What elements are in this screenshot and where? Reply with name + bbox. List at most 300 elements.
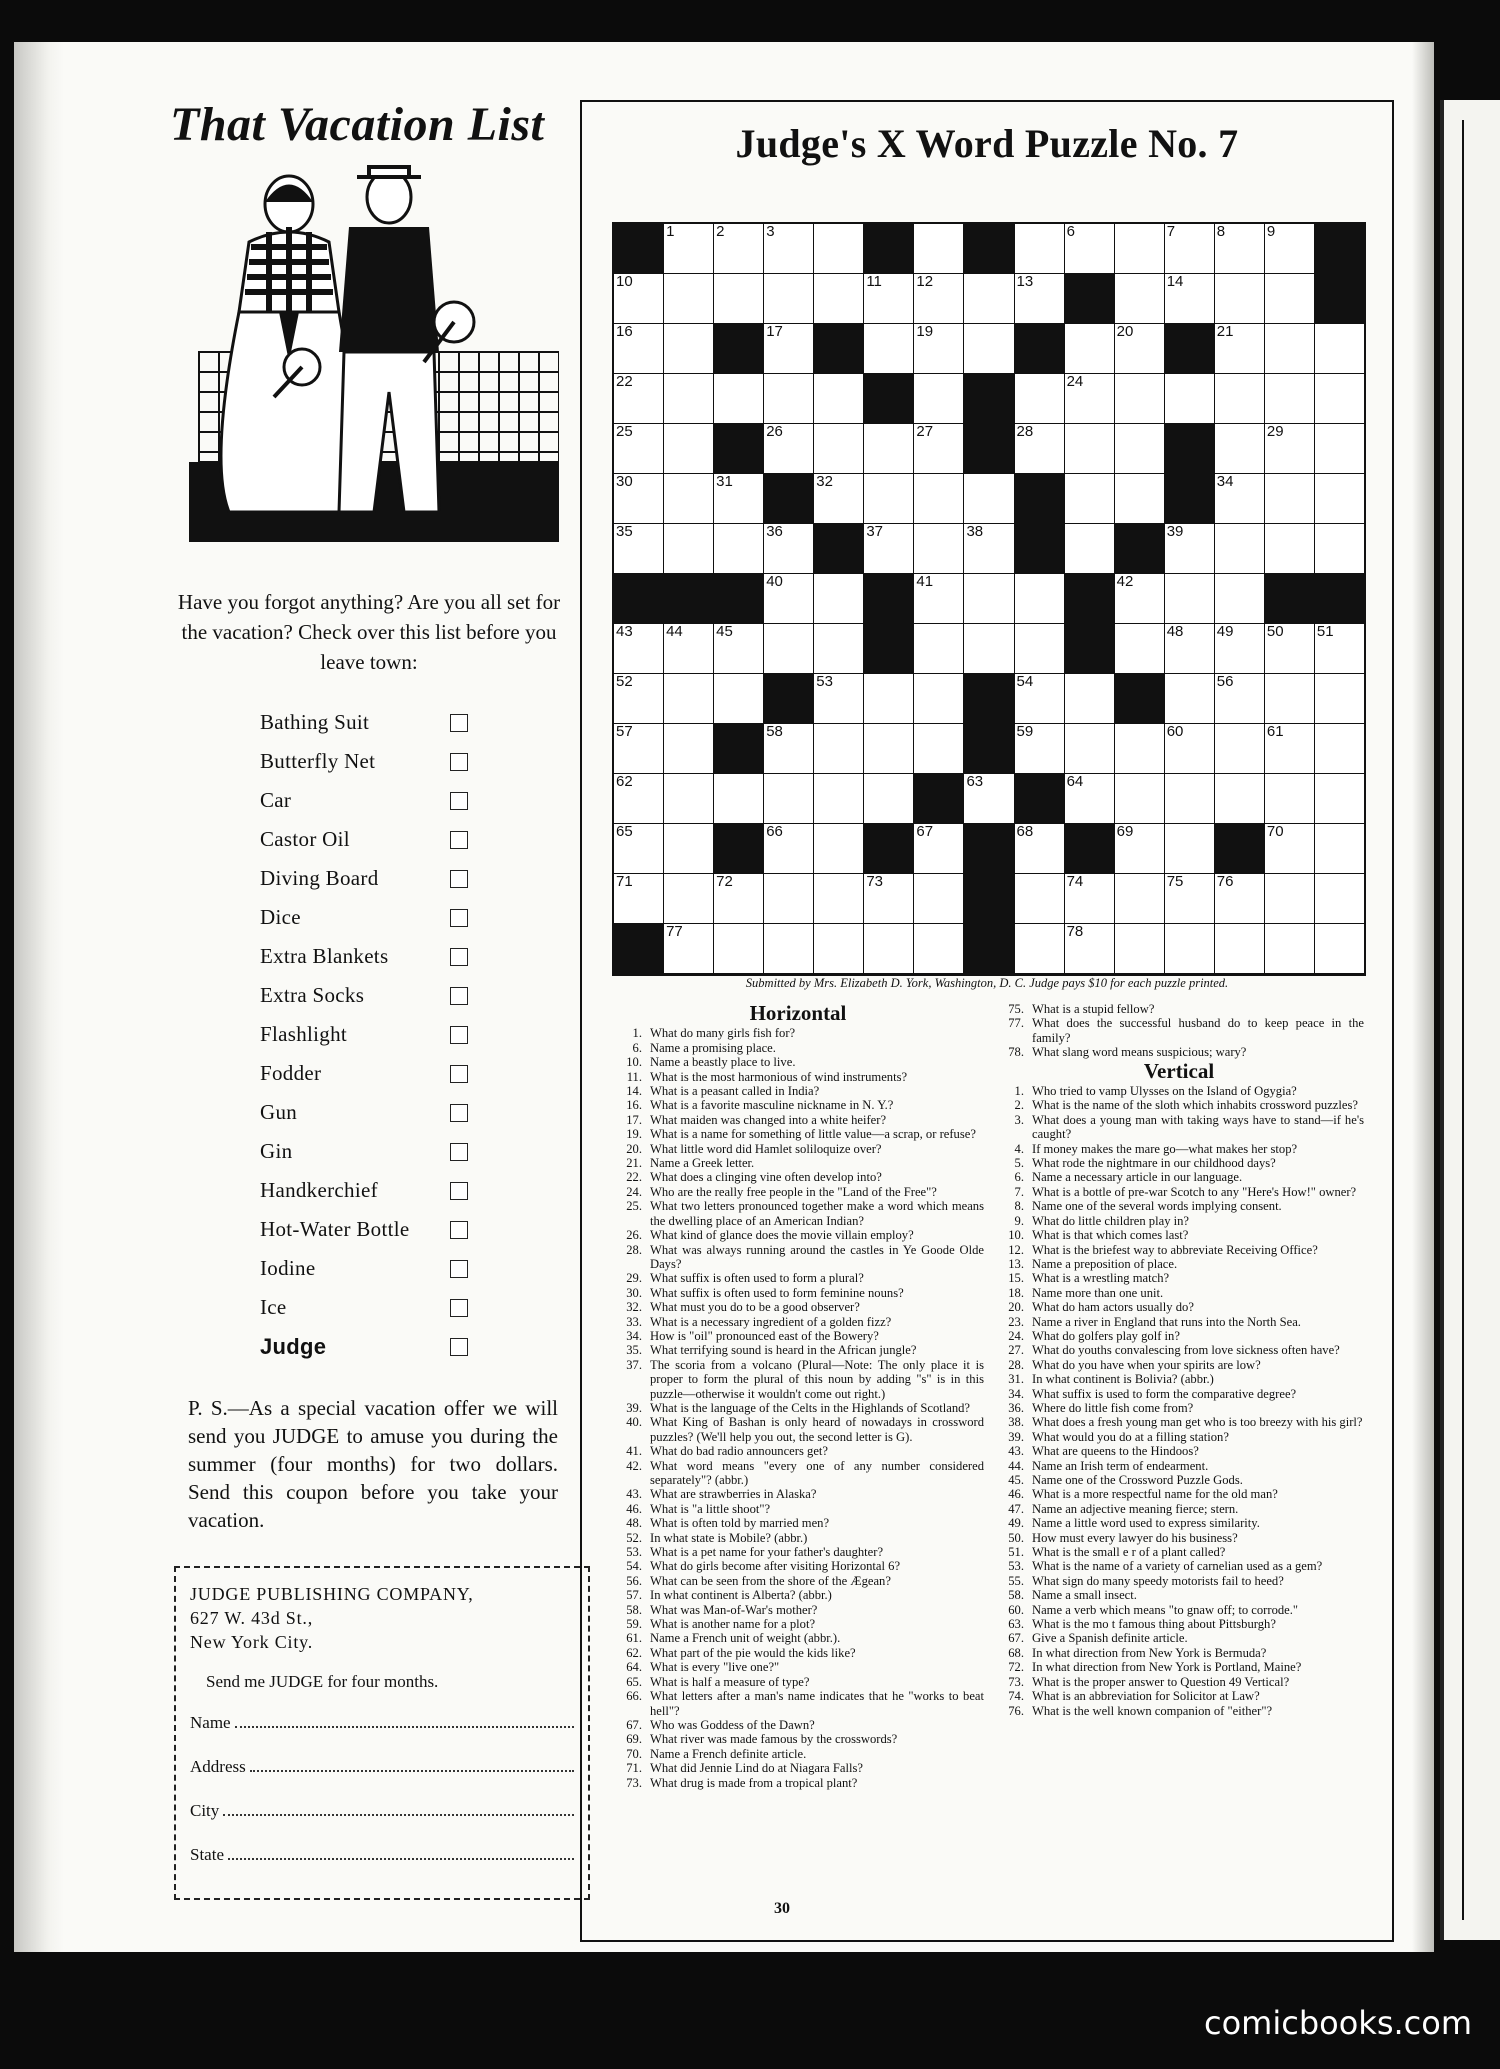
clue xyxy=(994,1300,1364,1314)
clue-text: Name a river in England that runs into the North Sea. xyxy=(1032,1314,1301,1329)
grid-cell[interactable] xyxy=(1065,324,1114,373)
grid-cell[interactable] xyxy=(814,274,863,323)
vacation-list-title: That Vacation List xyxy=(170,98,545,151)
grid-cell[interactable] xyxy=(764,824,813,873)
grid-cell[interactable] xyxy=(664,724,713,773)
coupon-field-name[interactable] xyxy=(190,1712,574,1756)
grid-cell[interactable] xyxy=(664,624,713,673)
grid-cell[interactable] xyxy=(1015,874,1064,923)
grid-cell[interactable] xyxy=(814,874,863,923)
checkbox[interactable] xyxy=(450,1221,468,1239)
grid-cell[interactable] xyxy=(714,224,763,273)
grid-cell[interactable] xyxy=(1215,324,1264,373)
clue xyxy=(612,1617,984,1631)
grid-cell[interactable] xyxy=(1315,424,1364,473)
clue-number: 67. xyxy=(626,1717,642,1732)
clue-number: 57. xyxy=(626,1588,642,1603)
grid-cell[interactable] xyxy=(1115,824,1164,873)
clue xyxy=(994,1660,1364,1674)
grid-cell[interactable] xyxy=(1315,774,1364,823)
grid-cell[interactable] xyxy=(814,474,863,523)
grid-cell[interactable] xyxy=(1165,824,1214,873)
cell-number: 76 xyxy=(1216,873,1234,890)
grid-cell[interactable] xyxy=(914,674,963,723)
grid-cell[interactable] xyxy=(1265,224,1314,273)
grid-cell[interactable] xyxy=(764,724,813,773)
clue-number: 30. xyxy=(626,1285,642,1300)
grid-cell[interactable] xyxy=(1165,524,1214,573)
checklist-item xyxy=(260,742,574,781)
grid-cell[interactable] xyxy=(1215,374,1264,423)
grid-cell[interactable] xyxy=(1115,874,1164,923)
grid-cell[interactable] xyxy=(714,274,763,323)
clue xyxy=(612,1055,984,1069)
grid-cell[interactable] xyxy=(964,274,1013,323)
checkbox[interactable] xyxy=(450,1104,468,1122)
clue xyxy=(994,1286,1364,1300)
clue xyxy=(612,1358,984,1401)
black-square xyxy=(964,424,1013,473)
grid-cell[interactable] xyxy=(864,724,913,773)
grid-cell[interactable] xyxy=(714,924,763,973)
crossword-panel xyxy=(580,100,1394,1942)
clue-number: 2. xyxy=(1014,1098,1024,1113)
grid-cell[interactable] xyxy=(1165,624,1214,673)
checkbox[interactable] xyxy=(450,831,468,849)
grid-cell[interactable] xyxy=(1215,624,1264,673)
grid-cell[interactable] xyxy=(1115,374,1164,423)
horizontal-clue-list-continued xyxy=(994,1002,1364,1060)
grid-cell[interactable] xyxy=(1315,824,1364,873)
grid-cell[interactable] xyxy=(614,274,663,323)
black-square xyxy=(1065,624,1114,673)
coupon-field-line[interactable] xyxy=(228,1844,574,1860)
page-number: 30 xyxy=(774,1900,790,1917)
grid-cell[interactable] xyxy=(1265,674,1314,723)
checkbox[interactable] xyxy=(450,1260,468,1278)
grid-cell[interactable] xyxy=(1265,474,1314,523)
grid-cell[interactable] xyxy=(764,224,813,273)
cell-number: 67 xyxy=(916,823,934,840)
grid-cell[interactable] xyxy=(1165,774,1214,823)
coupon-city-line: New York City. xyxy=(190,1632,314,1652)
grid-cell[interactable] xyxy=(864,674,913,723)
black-square xyxy=(1165,474,1214,523)
grid-cell[interactable] xyxy=(1265,324,1314,373)
grid-cell[interactable] xyxy=(764,374,813,423)
cell-number: 65 xyxy=(616,823,633,840)
clue-text: What is the proper answer to Question 49 Vertical? xyxy=(1032,1674,1290,1689)
clue-number: 67. xyxy=(1008,1631,1024,1646)
black-square xyxy=(864,374,913,423)
grid-cell[interactable] xyxy=(1165,874,1214,923)
grid-cell[interactable] xyxy=(1015,624,1064,673)
grid-cell[interactable] xyxy=(1065,374,1114,423)
cell-number: 52 xyxy=(616,673,633,690)
grid-cell[interactable] xyxy=(1215,874,1264,923)
clue-text: What was Man-of-War's mother? xyxy=(650,1602,818,1617)
checkbox[interactable] xyxy=(450,948,468,966)
grid-cell[interactable] xyxy=(814,674,863,723)
grid-cell[interactable] xyxy=(664,324,713,373)
grid-cell[interactable] xyxy=(764,774,813,823)
checklist-item xyxy=(260,1093,574,1132)
grid-cell[interactable] xyxy=(1215,424,1264,473)
grid-cell[interactable] xyxy=(864,424,913,473)
grid-cell[interactable] xyxy=(664,274,713,323)
grid-cell[interactable] xyxy=(964,324,1013,373)
grid-cell[interactable] xyxy=(614,474,663,523)
grid-cell[interactable] xyxy=(1115,574,1164,623)
clue-number: 52. xyxy=(626,1530,642,1545)
grid-cell[interactable] xyxy=(1065,524,1114,573)
clue xyxy=(994,1185,1364,1199)
grid-cell[interactable] xyxy=(1315,674,1364,723)
grid-cell[interactable] xyxy=(1165,724,1214,773)
grid-cell[interactable] xyxy=(1265,624,1314,673)
grid-cell[interactable] xyxy=(1115,224,1164,273)
grid-cell[interactable] xyxy=(1165,374,1214,423)
grid-cell[interactable] xyxy=(614,624,663,673)
grid-cell[interactable] xyxy=(764,924,813,973)
grid-cell[interactable] xyxy=(914,374,963,423)
grid-cell[interactable] xyxy=(714,774,763,823)
grid-cell[interactable] xyxy=(914,574,963,623)
clue xyxy=(612,1156,984,1170)
checklist-item-label: Judge xyxy=(260,1333,327,1359)
clue-number: 20. xyxy=(626,1141,642,1156)
grid-cell[interactable] xyxy=(964,474,1013,523)
checkbox[interactable] xyxy=(450,753,468,771)
grid-cell[interactable] xyxy=(814,224,863,273)
grid-cell[interactable] xyxy=(614,674,663,723)
grid-cell[interactable] xyxy=(1015,224,1064,273)
clue-text: What is a favorite masculine nickname in N. Y.? xyxy=(650,1098,894,1113)
grid-cell[interactable] xyxy=(914,874,963,923)
grid-cell[interactable] xyxy=(764,874,813,923)
clue-number: 22. xyxy=(626,1170,642,1185)
grid-cell[interactable] xyxy=(1215,524,1264,573)
grid-cell[interactable] xyxy=(1065,874,1114,923)
grid-cell[interactable] xyxy=(1115,724,1164,773)
grid-cell[interactable] xyxy=(814,424,863,473)
grid-cell[interactable] xyxy=(1215,574,1264,623)
grid-cell[interactable] xyxy=(764,324,813,373)
coupon-field-label: City xyxy=(190,1801,220,1820)
black-square xyxy=(964,724,1013,773)
grid-cell[interactable] xyxy=(1015,424,1064,473)
cell-number: 22 xyxy=(616,373,633,390)
coupon-field-city[interactable] xyxy=(190,1800,574,1844)
grid-cell[interactable] xyxy=(714,674,763,723)
puzzle-title: Judge's X Word Puzzle No. 7 xyxy=(735,121,1239,166)
grid-cell[interactable] xyxy=(814,724,863,773)
checkbox[interactable] xyxy=(450,1065,468,1083)
grid-cell[interactable] xyxy=(714,624,763,673)
grid-cell[interactable] xyxy=(664,474,713,523)
clue-number: 6. xyxy=(1014,1170,1024,1185)
clue-number: 54. xyxy=(626,1559,642,1574)
grid-cell[interactable] xyxy=(614,324,663,373)
grid-cell[interactable] xyxy=(964,624,1013,673)
grid-cell[interactable] xyxy=(914,824,963,873)
clue xyxy=(612,1631,984,1645)
clue xyxy=(994,1559,1364,1573)
grid-cell[interactable] xyxy=(814,624,863,673)
checkbox[interactable] xyxy=(450,987,468,1005)
grid-cell[interactable] xyxy=(614,824,663,873)
black-square xyxy=(1215,824,1264,873)
cell-number: 24 xyxy=(1066,373,1084,390)
grid-cell[interactable] xyxy=(814,374,863,423)
grid-cell[interactable] xyxy=(1065,424,1114,473)
grid-cell[interactable] xyxy=(864,924,913,973)
grid-cell[interactable] xyxy=(1215,474,1264,523)
checklist-item-label: Bathing Suit xyxy=(260,710,370,734)
clue-text: What does a fresh young man get who is too breezy with his girl? xyxy=(1032,1415,1363,1430)
grid-cell[interactable] xyxy=(914,274,963,323)
grid-cell[interactable] xyxy=(1315,924,1364,973)
grid-cell[interactable] xyxy=(764,274,813,323)
clue xyxy=(994,1531,1364,1545)
clue-text: What suffix is often used to form feminine nouns? xyxy=(650,1285,904,1300)
grid-cell[interactable] xyxy=(914,624,963,673)
grid-cell[interactable] xyxy=(1015,724,1064,773)
grid-cell[interactable] xyxy=(1315,624,1364,673)
grid-cell[interactable] xyxy=(1115,474,1164,523)
grid-cell[interactable] xyxy=(664,424,713,473)
grid-cell[interactable] xyxy=(914,724,963,773)
grid-cell[interactable] xyxy=(864,874,913,923)
grid-cell[interactable] xyxy=(1165,224,1214,273)
grid-cell[interactable] xyxy=(1115,774,1164,823)
grid-cell[interactable] xyxy=(664,774,713,823)
clue xyxy=(612,1574,984,1588)
grid-cell[interactable] xyxy=(964,524,1013,573)
checklist-item-label: Diving Board xyxy=(260,866,379,890)
clue-number: 53. xyxy=(626,1545,642,1560)
clue xyxy=(612,1113,984,1127)
grid-cell[interactable] xyxy=(1265,774,1314,823)
grid-cell[interactable] xyxy=(1165,674,1214,723)
clue xyxy=(994,1502,1364,1516)
cell-number: 49 xyxy=(1216,623,1234,640)
grid-cell[interactable] xyxy=(1315,324,1364,373)
grid-cell[interactable] xyxy=(964,574,1013,623)
grid-cell[interactable] xyxy=(914,474,963,523)
cell-number: 56 xyxy=(1216,673,1234,690)
clue-text: Name an adjective meaning fierce; stern. xyxy=(1032,1501,1239,1516)
grid-cell[interactable] xyxy=(1265,874,1314,923)
grid-cell[interactable] xyxy=(814,924,863,973)
cell-number: 11 xyxy=(866,273,882,290)
grid-cell[interactable] xyxy=(1165,274,1214,323)
clue-number: 10. xyxy=(1008,1228,1024,1243)
cell-number: 60 xyxy=(1166,723,1184,740)
grid-cell[interactable] xyxy=(1265,524,1314,573)
grid-cell[interactable] xyxy=(1315,524,1364,573)
clue xyxy=(612,1300,984,1314)
grid-cell[interactable] xyxy=(1065,474,1114,523)
cell-number: 64 xyxy=(1066,773,1084,790)
coupon-field-line[interactable] xyxy=(223,1800,574,1816)
clue-text: What suffix is often used to form a plural? xyxy=(650,1271,864,1286)
coupon-field-state[interactable] xyxy=(190,1844,574,1888)
clue xyxy=(612,1415,984,1444)
grid-cell[interactable] xyxy=(914,424,963,473)
cell-number: 7 xyxy=(1166,223,1176,240)
grid-cell[interactable] xyxy=(1065,224,1114,273)
ps-offer-text: P. S.—As a special vacation offer we will send you JUDGE to amuse you during the summer (four months) for two dollars. Send this coupon before you take your vacation. xyxy=(188,1396,558,1532)
grid-cell[interactable] xyxy=(1265,924,1314,973)
grid-cell[interactable] xyxy=(1115,424,1164,473)
clue xyxy=(994,1228,1364,1242)
grid-cell[interactable] xyxy=(914,524,963,573)
black-square xyxy=(864,824,913,873)
grid-cell[interactable] xyxy=(664,824,713,873)
grid-cell[interactable] xyxy=(614,524,663,573)
clue xyxy=(612,1516,984,1530)
checklist-item-label: Extra Blankets xyxy=(260,944,389,968)
grid-cell[interactable] xyxy=(1265,824,1314,873)
cell-number: 28 xyxy=(1016,423,1034,440)
grid-cell[interactable] xyxy=(1265,374,1314,423)
clue-text: Name one of the Crossword Puzzle Gods. xyxy=(1032,1473,1243,1487)
cell-number: 25 xyxy=(616,423,633,440)
checklist-item-label: Butterfly Net xyxy=(260,749,376,773)
clue xyxy=(994,1415,1364,1429)
grid-cell[interactable] xyxy=(1215,924,1264,973)
grid-cell[interactable] xyxy=(664,874,713,923)
checkbox[interactable] xyxy=(450,909,468,927)
grid-cell[interactable] xyxy=(1265,724,1314,773)
grid-cell[interactable] xyxy=(914,224,963,273)
grid-cell[interactable] xyxy=(1265,274,1314,323)
grid-cell[interactable] xyxy=(714,524,763,573)
grid-cell[interactable] xyxy=(1015,824,1064,873)
grid-cell[interactable] xyxy=(1315,474,1364,523)
coupon-field-line[interactable] xyxy=(250,1756,574,1772)
black-square xyxy=(914,774,963,823)
grid-cell[interactable] xyxy=(614,874,663,923)
checkbox[interactable] xyxy=(450,714,468,732)
grid-cell[interactable] xyxy=(814,774,863,823)
checkbox[interactable] xyxy=(450,1299,468,1317)
grid-cell[interactable] xyxy=(1265,424,1314,473)
clue-text: In what direction from New York is Bermuda? xyxy=(1032,1645,1267,1660)
grid-cell[interactable] xyxy=(1315,874,1364,923)
coupon-field-address[interactable] xyxy=(190,1756,574,1800)
grid-cell[interactable] xyxy=(1115,924,1164,973)
clue-number: 77. xyxy=(1008,1016,1024,1031)
checkbox[interactable] xyxy=(450,1182,468,1200)
cell-number: 63 xyxy=(966,773,984,790)
clue-text: What maiden was changed into a white heifer? xyxy=(650,1112,887,1127)
grid-cell[interactable] xyxy=(914,324,963,373)
grid-cell[interactable] xyxy=(764,424,813,473)
grid-cell[interactable] xyxy=(1065,924,1114,973)
cell-number: 73 xyxy=(866,873,884,890)
checkbox[interactable] xyxy=(450,870,468,888)
grid-cell[interactable] xyxy=(864,774,913,823)
page-spine xyxy=(14,42,64,1952)
grid-cell[interactable] xyxy=(1315,374,1364,423)
grid-cell[interactable] xyxy=(1115,624,1164,673)
coupon-field-line[interactable] xyxy=(235,1712,574,1728)
grid-cell[interactable] xyxy=(664,524,713,573)
clue-number: 47. xyxy=(1008,1501,1024,1516)
grid-cell[interactable] xyxy=(1015,574,1064,623)
grid-cell[interactable] xyxy=(714,374,763,423)
checkbox[interactable] xyxy=(450,1338,468,1356)
checkbox[interactable] xyxy=(450,1026,468,1044)
grid-cell[interactable] xyxy=(964,774,1013,823)
grid-cell[interactable] xyxy=(1215,774,1264,823)
grid-cell[interactable] xyxy=(764,624,813,673)
grid-cell[interactable] xyxy=(814,824,863,873)
grid-cell[interactable] xyxy=(1165,924,1214,973)
clue-number: 73. xyxy=(626,1775,642,1790)
grid-cell[interactable] xyxy=(864,324,913,373)
clue xyxy=(612,1487,984,1501)
grid-cell[interactable] xyxy=(1215,274,1264,323)
grid-cell[interactable] xyxy=(1015,924,1064,973)
grid-cell[interactable] xyxy=(1215,674,1264,723)
grid-cell[interactable] xyxy=(1115,324,1164,373)
grid-cell[interactable] xyxy=(664,924,713,973)
grid-cell[interactable] xyxy=(764,524,813,573)
grid-cell[interactable] xyxy=(614,424,663,473)
grid-cell[interactable] xyxy=(864,474,913,523)
grid-cell[interactable] xyxy=(664,224,713,273)
grid-cell[interactable] xyxy=(1015,374,1064,423)
grid-cell[interactable] xyxy=(914,924,963,973)
cell-number: 41 xyxy=(916,573,934,590)
grid-cell[interactable] xyxy=(864,274,913,323)
grid-cell[interactable] xyxy=(614,724,663,773)
grid-cell[interactable] xyxy=(814,574,863,623)
grid-cell[interactable] xyxy=(714,474,763,523)
grid-cell[interactable] xyxy=(1165,574,1214,623)
black-square xyxy=(1015,474,1064,523)
grid-cell[interactable] xyxy=(764,574,813,623)
clue xyxy=(994,1704,1364,1718)
grid-cell[interactable] xyxy=(1065,674,1114,723)
grid-cell[interactable] xyxy=(614,774,663,823)
grid-cell[interactable] xyxy=(864,524,913,573)
checkbox[interactable] xyxy=(450,1143,468,1161)
grid-cell[interactable] xyxy=(1215,224,1264,273)
cell-number: 6 xyxy=(1066,223,1075,240)
checkbox[interactable] xyxy=(450,792,468,810)
grid-cell[interactable] xyxy=(1215,724,1264,773)
grid-cell[interactable] xyxy=(664,674,713,723)
grid-cell[interactable] xyxy=(614,374,663,423)
grid-cell[interactable] xyxy=(1015,674,1064,723)
checklist-item-label: Gin xyxy=(260,1139,293,1163)
grid-cell[interactable] xyxy=(1315,724,1364,773)
grid-cell[interactable] xyxy=(1015,274,1064,323)
cell-number: 8 xyxy=(1216,223,1226,240)
grid-cell[interactable] xyxy=(1115,274,1164,323)
clue xyxy=(994,1170,1364,1184)
grid-cell[interactable] xyxy=(1065,724,1114,773)
clue-text: What are queens to the Hindoos? xyxy=(1032,1444,1199,1459)
black-square xyxy=(964,674,1013,723)
grid-cell[interactable] xyxy=(664,374,713,423)
grid-cell[interactable] xyxy=(714,874,763,923)
grid-cell[interactable] xyxy=(1065,774,1114,823)
